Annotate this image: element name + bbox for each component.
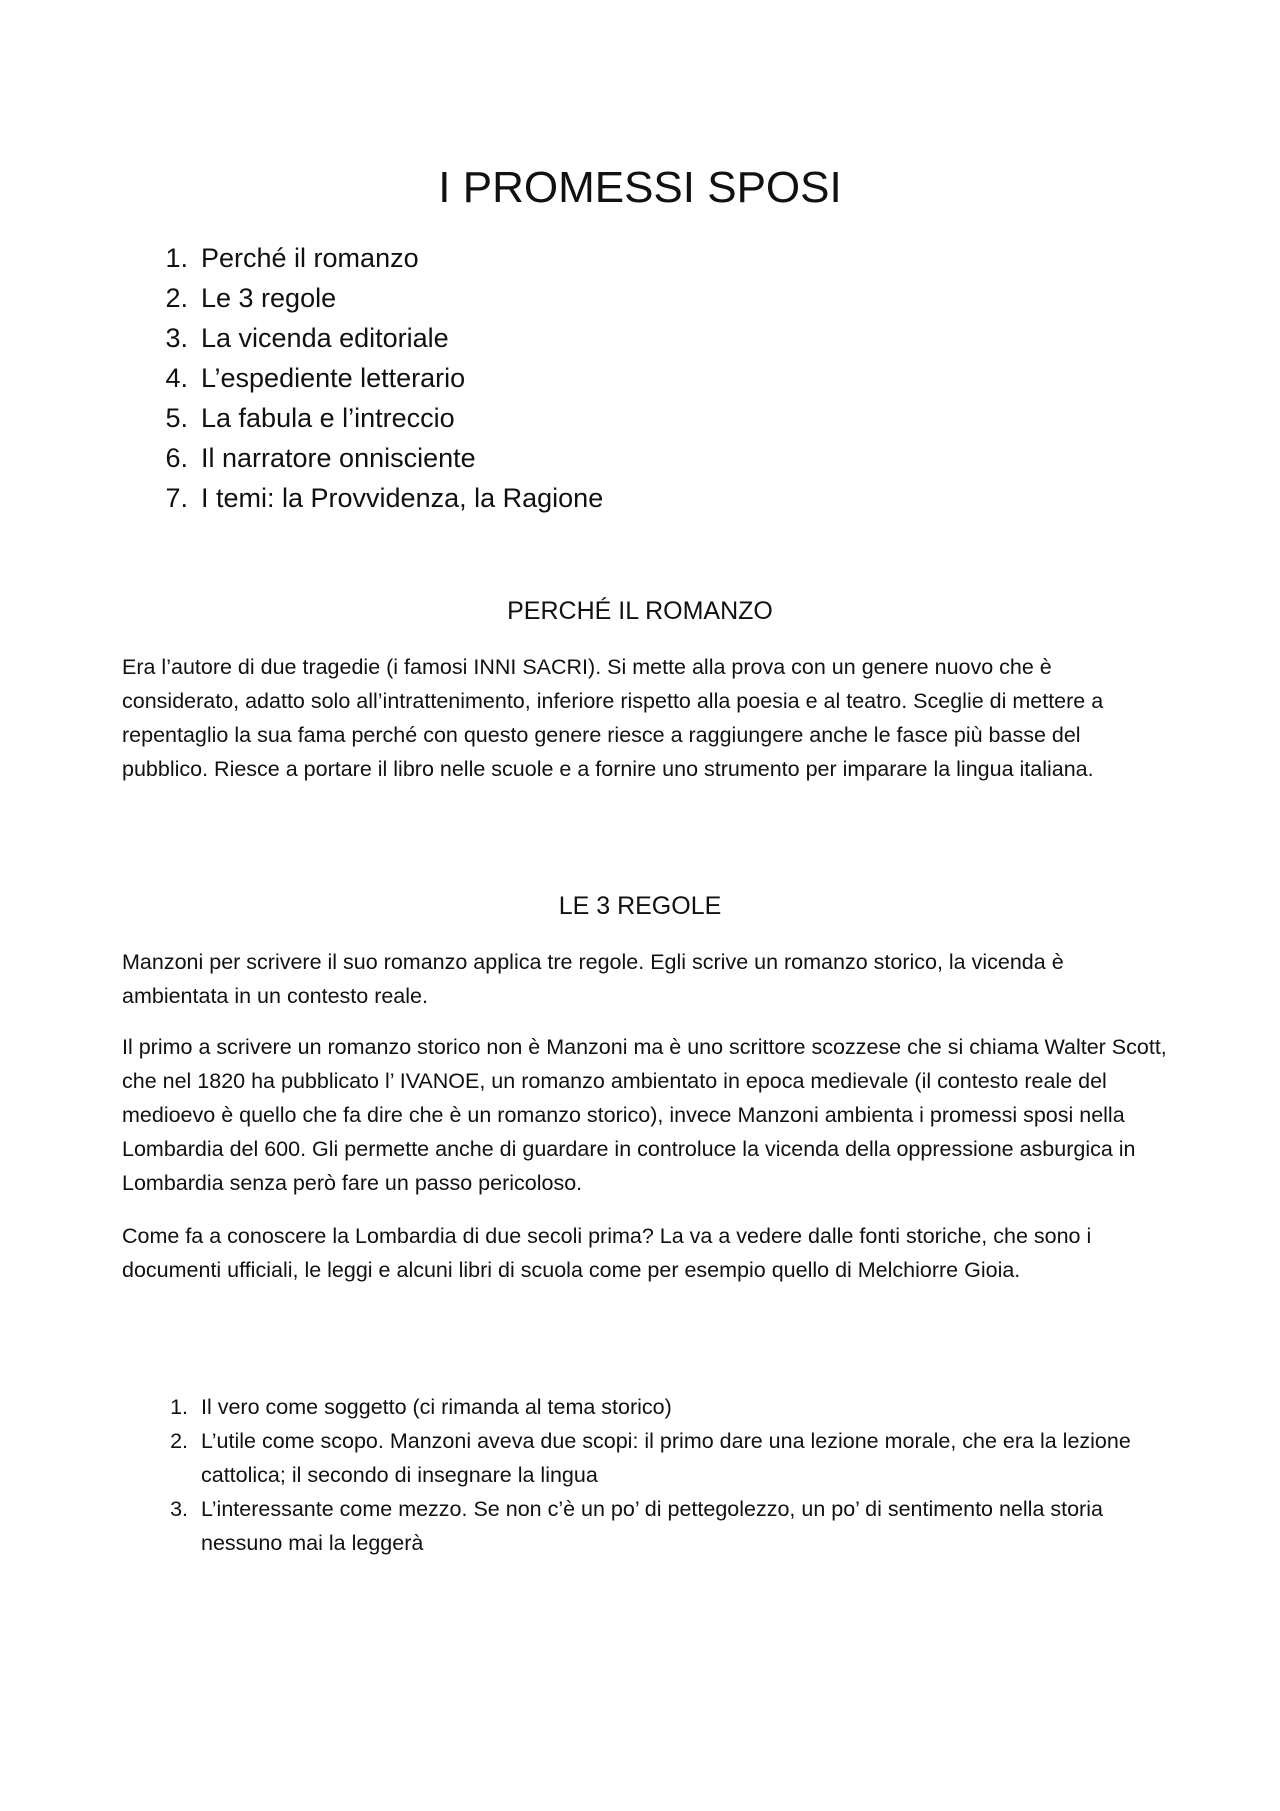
- toc-item-label: La vicenda editoriale: [201, 323, 449, 353]
- toc-item-label: Il narratore onnisciente: [201, 443, 476, 473]
- table-of-contents: [148, 238, 603, 518]
- toc-item-number: 4.: [165, 363, 188, 393]
- toc-item: [148, 438, 603, 478]
- toc-item-label: La fabula e l’intreccio: [201, 403, 455, 433]
- toc-item: [148, 358, 603, 398]
- rule-item: [148, 1492, 1172, 1560]
- section-heading-perche-il-romanzo: PERCHÉ IL ROMANZO: [507, 597, 773, 625]
- rule-number: 3.: [170, 1497, 188, 1521]
- rule-text: L’utile come scopo. Manzoni aveva due scopi: il primo dare una lezione morale, che era la lezione cattolica; il secondo di insegnare la lingua: [201, 1429, 1131, 1487]
- document-title: I PROMESSI SPOSI: [438, 163, 842, 212]
- toc-item-label: Le 3 regole: [201, 283, 337, 313]
- toc-item: [148, 238, 603, 278]
- rule-text: Il vero come soggetto (ci rimanda al tema storico): [201, 1395, 672, 1419]
- toc-item-number: 2.: [165, 283, 188, 313]
- toc-item-number: 3.: [165, 323, 188, 353]
- section-paragraph: Manzoni per scrivere il suo romanzo applica tre regole. Egli scrive un romanzo storico, la vicenda è ambientata in un contesto reale.: [122, 950, 1064, 1008]
- toc-item-number: 6.: [165, 443, 188, 473]
- rule-number: 1.: [170, 1395, 188, 1419]
- section-paragraph: Era l’autore di due tragedie (i famosi INNI SACRI). Si mette alla prova con un genere nuovo che è considerato, adatto solo all’intrattenimento, inferiore rispetto alla poesia e al teatro. Sceglie di mettere a repentaglio la sua fama perché con questo genere riesce a raggiungere anche le fasce più basse del pubblico. Riesce a portare il libro nelle scuole e a fornire uno strumento per imparare la lingua italiana.: [122, 655, 1104, 781]
- toc-item-label: L’espediente letterario: [201, 363, 466, 393]
- rules-list: [148, 1390, 1172, 1560]
- section-paragraph: Il primo a scrivere un romanzo storico non è Manzoni ma è uno scrittore scozzese che si chiama Walter Scott, che nel 1820 ha pubblicato l’ IVANOE, un romanzo ambientato in epoca medievale (il contesto reale del medioevo è quello che fa dire che è un romanzo storico), invece Manzoni ambienta i promessi sposi nella Lombardia del 600. Gli permette anche di guardare in controluce la vicenda della oppressione asburgica in Lombardia senza però fare un passo pericoloso.: [122, 1035, 1167, 1195]
- toc-item-number: 5.: [165, 403, 188, 433]
- rule-number: 2.: [170, 1429, 188, 1453]
- toc-item: [148, 478, 603, 518]
- toc-item: [148, 318, 603, 358]
- toc-item: [148, 278, 603, 318]
- toc-item-label: I temi: la Provvidenza, la Ragione: [201, 483, 604, 513]
- toc-item-number: 1.: [165, 243, 188, 273]
- section-heading-le-3-regole: LE 3 REGOLE: [558, 892, 722, 920]
- toc-item-label: Perché il romanzo: [201, 243, 419, 273]
- toc-item: [148, 398, 603, 438]
- rule-text: L’interessante come mezzo. Se non c’è un po’ di pettegolezzo, un po’ di sentimento nella storia nessuno mai la leggerà: [201, 1497, 1103, 1555]
- rule-item: [148, 1424, 1172, 1492]
- rule-item: [148, 1390, 1172, 1424]
- toc-item-number: 7.: [165, 483, 188, 513]
- section-paragraph: Come fa a conoscere la Lombardia di due secoli prima? La va a vedere dalle fonti storiche, che sono i documenti ufficiali, le leggi e alcuni libri di scuola come per esempio quello di Melchiorre Gioia.: [122, 1224, 1092, 1282]
